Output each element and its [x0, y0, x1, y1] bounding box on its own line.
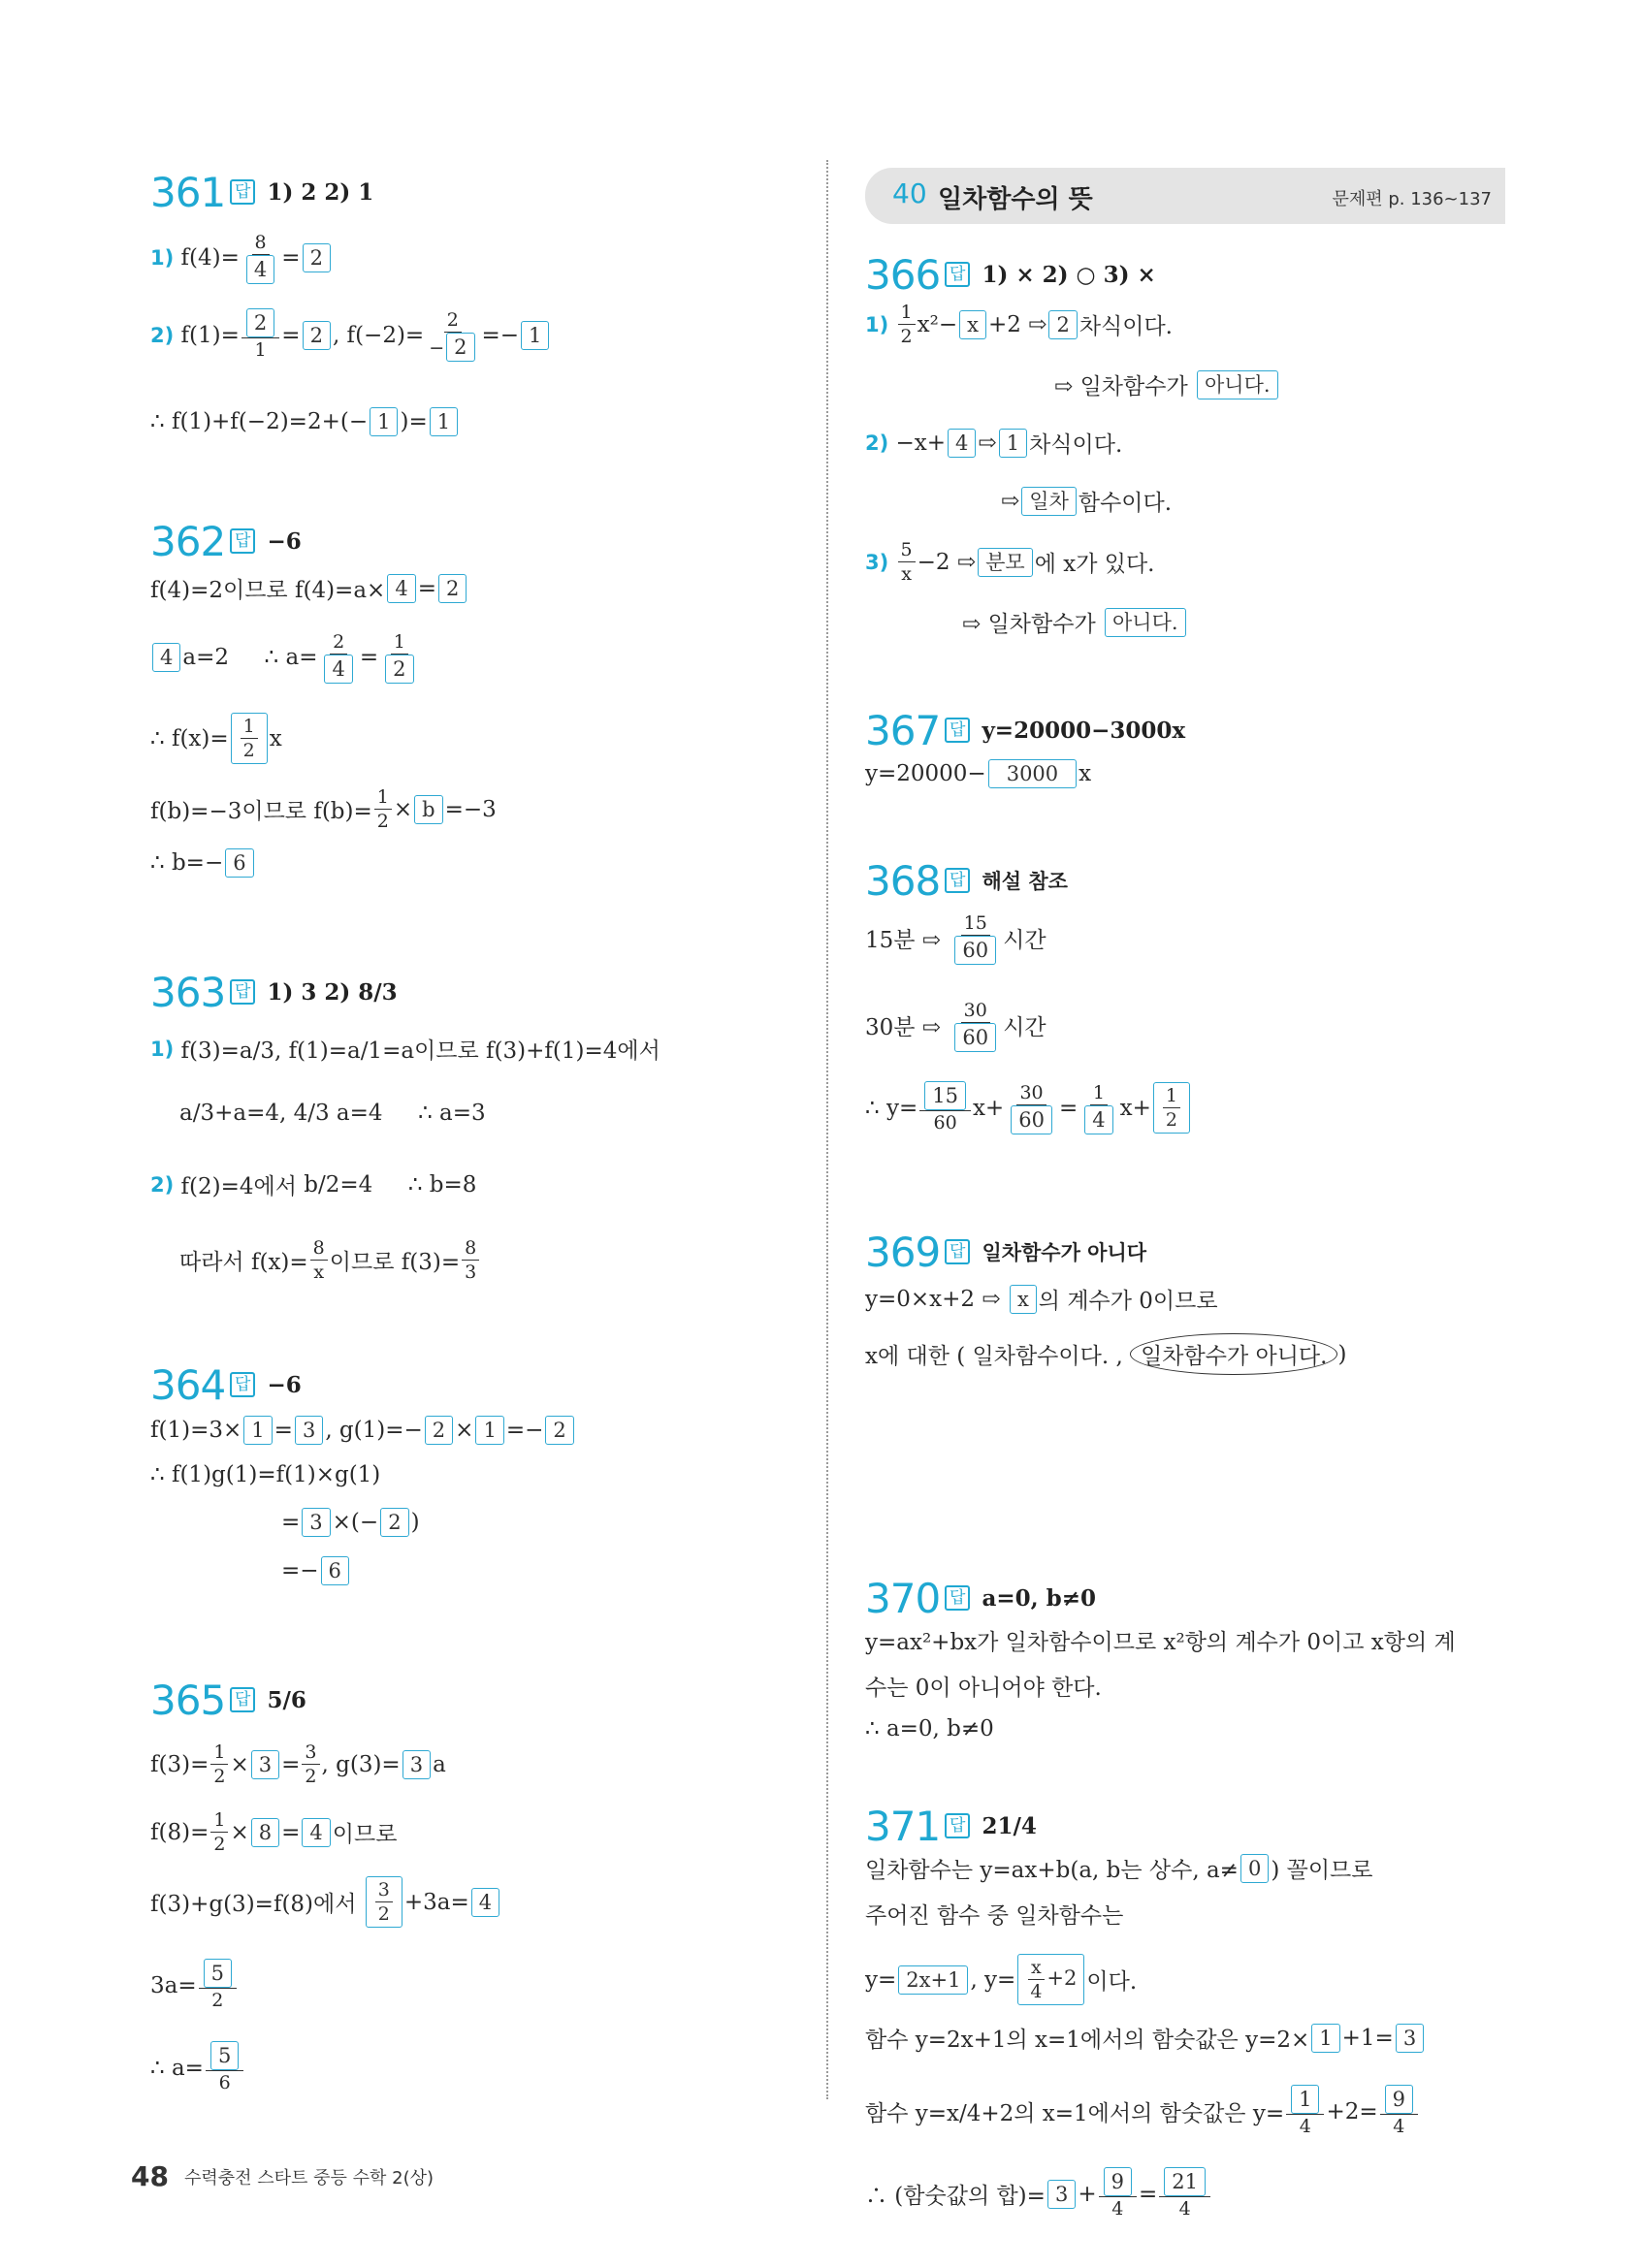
circled-answer: 일차함수가 아니다.: [1130, 1333, 1337, 1375]
solution-line: ∴ f(1)g(1)=f(1)×g(1): [150, 1462, 381, 1487]
solution-line: =− 6: [281, 1556, 351, 1585]
solution-line: f(b)=−3이므로 f(b)= $\frac{1}{2}$ × b =−3: [150, 786, 497, 832]
problem-number: 371: [865, 1802, 941, 1850]
solution-line: ⇨ 일차 함수이다.: [1001, 488, 1173, 516]
solution-line: 1) $\frac{1}{2}$ x²− x +2 ⇨ 2 차식이다.: [865, 302, 1173, 347]
solution-line: f(8)= $\frac{1}{2}$ × 8 = 4 이므로: [150, 1809, 398, 1855]
solution-line: y= 2x+1 , y= $\frac{x}{4}$ +2 이다.: [865, 1954, 1137, 2005]
solution-line: 2) f(1)= $\frac{2}{1}$ = 2 , f(−2)= $\frac{2}{- 2}$ =− 1: [150, 308, 551, 362]
answer-value: 해설 참조: [982, 870, 1068, 893]
solution-line: y=ax²+bx가 일차함수이므로 x²항의 계수가 0이고 x항의 계: [865, 1630, 1456, 1655]
solution-line: ∴ f(x)= $\frac{1}{2}$ x: [150, 713, 282, 764]
problem-368: [865, 853, 1505, 1134]
problem-number: 368: [865, 856, 941, 905]
problem-367: [865, 703, 1505, 786]
solution-line: ⇨ 일차함수가 아니다.: [962, 606, 1188, 638]
solution-line: y=0×x+2 ⇨ x 의 계수가 0이므로: [865, 1286, 1218, 1314]
solution-line: = 3 ×(− 2 ): [281, 1510, 420, 1535]
solution-line: ∴ b=− 6: [150, 848, 256, 878]
solution-line: 1) f(4)= $\frac{8}{4}$ = 2: [150, 231, 333, 284]
solution-line: f(1)=3× 1 = 3 , g(1)=− 2 × 1 =− 2: [150, 1416, 576, 1445]
problem-number: 370: [865, 1574, 941, 1622]
answer-value: 1) 3 2) 8/3: [267, 978, 398, 1006]
problem-number: 364: [150, 1360, 226, 1409]
solution-line: 30분 ⇨ $\frac{30}{60}$ 시간: [865, 999, 1046, 1052]
answer-value: 21/4: [982, 1812, 1037, 1839]
answer-value: y=20000−3000x: [982, 717, 1186, 744]
section-title: 일차함수의 뜻: [938, 185, 1093, 214]
solution-line: 함수 y=2x+1의 x=1에서의 함숫값은 y=2× 1 +1= 3: [865, 2022, 1426, 2054]
solution-line: f(3)+g(3)=f(8)에서 $\frac{3}{2}$ +3a= 4: [150, 1876, 501, 1928]
problem-361: [150, 165, 820, 434]
problem-365: [150, 1673, 820, 2093]
answer-mark: 답: [945, 718, 970, 743]
solution-line: ∴ a=0, b≠0: [865, 1716, 994, 1741]
answer-mark: 답: [230, 528, 255, 554]
answer-mark: 답: [945, 1585, 970, 1611]
answer-mark: 답: [945, 1813, 970, 1838]
answer-mark: 답: [945, 1239, 970, 1264]
solution-line: 3a= $\frac{5}{2}$: [150, 1959, 239, 2012]
answer-mark: 답: [230, 179, 255, 205]
solution-line: y=20000− 3000 x: [865, 761, 1092, 786]
solution-line: 15분 ⇨ $\frac{15}{60}$ 시간: [865, 911, 1046, 965]
answer-mark: 답: [230, 1687, 255, 1712]
section-header: [865, 168, 1505, 224]
answer-value: 5/6: [267, 1686, 306, 1713]
answer-value: −6: [267, 1371, 302, 1398]
answer-value: 일차함수가 아니다: [982, 1241, 1147, 1264]
section-reference: 문제편 p. 136~137: [1332, 189, 1492, 209]
answer-mark: 답: [230, 1372, 255, 1397]
problem-362: [150, 514, 820, 876]
solution-line: 3) $\frac{5}{x}$ −2 ⇨ 분모 에 x가 있다.: [865, 539, 1155, 585]
problem-number: 369: [865, 1228, 941, 1276]
solution-line: ∴ f(1)+f(−2)=2+(− 1 )= 1: [150, 407, 460, 436]
solution-line: 수는 0이 아니어야 한다.: [865, 1676, 1102, 1701]
problem-number: 366: [865, 250, 941, 299]
solution-line: 주어진 함수 중 일차함수는: [865, 1903, 1124, 1929]
solution-line: f(4)=2이므로 f(4)=a× 4 = 2: [150, 572, 468, 604]
solution-line: 함수 y=x/4+2의 x=1에서의 함숫값은 y= $\frac{1}{4}$ +2= $\frac{9}{4}$: [865, 2085, 1420, 2138]
solution-line: 1) f(3)=a/3, f(1)=a/1=a이므로 f(3)+f(1)=4에서: [150, 1037, 660, 1064]
solution-line: ∴ a= $\frac{5}{6}$: [150, 2041, 245, 2094]
problem-number: 365: [150, 1676, 226, 1724]
problem-number: 367: [865, 706, 941, 754]
problem-371: [865, 1799, 1505, 2220]
answer-mark: 답: [945, 262, 970, 287]
answer-value: a=0, b≠0: [982, 1584, 1096, 1612]
answer-value: 1) × 2) ○ 3) ×: [982, 261, 1156, 288]
problem-number: 362: [150, 517, 226, 565]
answer-mark: 답: [230, 979, 255, 1005]
solution-line: 4 a=2 ∴ a= $\frac{2}{4}$ = $\frac{1}{2}$: [150, 630, 421, 684]
solution-line: ∴ y= $\frac{15}{60}$ x+ $\frac{30}{60}$ = $\frac{1}{4}$ x+ $\frac{1}{2}$: [865, 1081, 1192, 1134]
solution-line: f(3)= $\frac{1}{2}$ × 3 = $\frac{3}{2}$ , g(3)= 3 a: [150, 1741, 446, 1787]
problem-363: [150, 965, 820, 1283]
solution-line: 2) f(2)=4에서 b/2=4 ∴ b=8: [150, 1171, 477, 1199]
solution-line: 2) −x+ 4 ⇨ 1 차식이다.: [865, 430, 1123, 458]
solution-line: 일차함수는 y=ax+b(a, b는 상수, a≠ 0 ) 꼴이므로: [865, 1852, 1372, 1884]
problem-366: [865, 247, 1505, 637]
answer-value: 1) 2 2) 1: [267, 178, 374, 206]
column-divider: [826, 160, 828, 2099]
page-footer: [131, 2160, 434, 2192]
page-number: 48: [131, 2160, 169, 2192]
solution-line: a/3+a=4, 4/3 a=4 ∴ a=3: [179, 1101, 486, 1126]
answer-mark: 답: [945, 868, 970, 893]
section-number: 40: [892, 177, 927, 209]
problem-370: [865, 1571, 1505, 1741]
solution-line: x에 대한 ( 일차함수이다. , 일차함수가 아니다. ): [865, 1333, 1346, 1375]
answer-value: −6: [267, 527, 302, 555]
problem-number: 363: [150, 968, 226, 1016]
solution-line: ⇨ 일차함수가 아니다.: [1054, 368, 1280, 400]
solution-line: ∴ (함숫값의 합)= 3 + $\frac{9}{4}$ = $\frac{21}{4}$: [865, 2167, 1212, 2220]
problem-369: [865, 1225, 1505, 1369]
problem-364: [150, 1358, 820, 1583]
solution-line: 따라서 f(x)= $\frac{8}{x}$ 이므로 f(3)= $\frac{8}{3}$: [179, 1236, 481, 1284]
problem-number: 361: [150, 168, 226, 216]
book-title: 수력충전 스타트 중등 수학 2(상): [183, 2167, 435, 2188]
